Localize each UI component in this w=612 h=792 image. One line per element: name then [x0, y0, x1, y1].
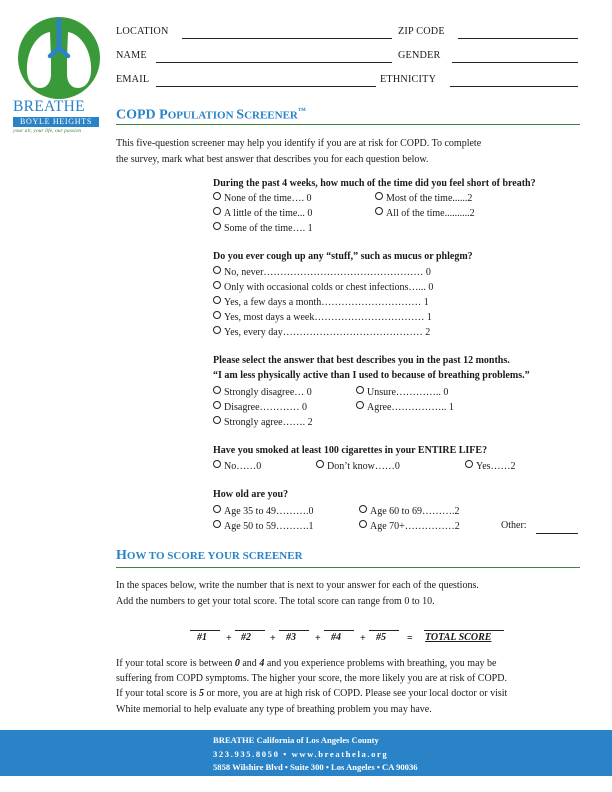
plus-sign: +	[270, 633, 276, 644]
title-divider	[116, 124, 580, 125]
footer-contact: 323.935.8050 • www.breathela.org	[213, 749, 389, 759]
q5-option[interactable]: Age 35 to 49……….0	[213, 505, 313, 517]
score-field-5[interactable]	[369, 630, 399, 631]
score-interpretation: If your total score is between 0 and 4 and you experience problems with breathing, you may be suffering from COPD symptoms. The higher your score, the more likely you are at risk of COPD. If your total score is 5 or more, you are at high risk of COPD. Please see your local doctor or visit White memorial to help evaluate any type of breathing problem you may have.	[116, 658, 508, 715]
radio-circle-icon	[213, 266, 221, 274]
q1-option[interactable]: All of the time..........2	[375, 207, 475, 219]
q1-option[interactable]: None of the time…. 0	[213, 192, 311, 204]
plus-sign: +	[315, 633, 321, 644]
name-label: NAME	[116, 50, 147, 61]
question-4: Have you smoked at least 100 cigarettes in your ENTIRE LIFE?	[213, 445, 488, 456]
q1-option[interactable]: Some of the time…. 1	[213, 222, 313, 234]
question-3: Please select the answer that best describes you in the past 12 months. “I am less physically active than I used to because of breathing problems.”	[213, 355, 530, 382]
question-1: During the past 4 weeks, how much of the time did you feel short of breath?	[213, 178, 536, 189]
radio-circle-icon	[213, 281, 221, 289]
scoring-instructions: In the spaces below, write the number that is next to your answer for each of the questions. Add the numbers to get your total score. The total score can range from 0 to 10.	[116, 580, 479, 607]
gender-field[interactable]	[452, 62, 578, 63]
howto-divider	[116, 567, 580, 568]
q4-option[interactable]: Don’t know……0	[316, 460, 400, 472]
q5-option[interactable]: Age 70+……………2	[359, 520, 460, 532]
radio-circle-icon	[213, 386, 221, 394]
total-score-label: TOTAL SCORE	[425, 632, 492, 643]
gender-label: GENDER	[398, 50, 441, 61]
radio-circle-icon	[375, 192, 383, 200]
page-title: COPD POPULATION SCREENER™	[116, 106, 306, 123]
q5-option[interactable]: Age 50 to 59……….1	[213, 520, 313, 532]
radio-circle-icon	[213, 207, 221, 215]
q2-option[interactable]: No, never………………………………………… 0	[213, 266, 431, 278]
radio-circle-icon	[213, 460, 221, 468]
field-row-name	[116, 50, 580, 66]
score-field-3[interactable]	[279, 630, 309, 631]
q3-option[interactable]: Strongly agree……. 2	[213, 416, 313, 428]
score-label-2: #2	[241, 632, 251, 643]
howto-heading: HOW TO SCORE YOUR SCREENER	[116, 548, 303, 563]
score-field-2[interactable]	[235, 630, 265, 631]
q5-other-label: Other:	[501, 520, 527, 531]
q2-option[interactable]: Yes, every day…………………………………… 2	[213, 326, 430, 338]
score-label-4: #4	[331, 632, 341, 643]
q5-other-field[interactable]	[536, 533, 578, 534]
radio-circle-icon	[356, 401, 364, 409]
radio-circle-icon	[213, 505, 221, 513]
field-row-location	[116, 26, 580, 42]
location-field[interactable]	[182, 38, 392, 39]
question-5: How old are you?	[213, 489, 289, 500]
zip-field[interactable]	[458, 38, 578, 39]
radio-circle-icon	[375, 207, 383, 215]
q4-option[interactable]: No……0	[213, 460, 261, 472]
q3-option[interactable]: Unsure………….. 0	[356, 386, 448, 398]
ethnicity-label: ETHNICITY	[380, 74, 437, 85]
radio-circle-icon	[213, 311, 221, 319]
email-field[interactable]	[156, 86, 376, 87]
radio-circle-icon	[465, 460, 473, 468]
radio-circle-icon	[213, 192, 221, 200]
radio-circle-icon	[356, 386, 364, 394]
radio-circle-icon	[213, 520, 221, 528]
total-score-field[interactable]	[424, 630, 504, 631]
footer-org: BREATHE California of Los Angeles County	[213, 735, 379, 745]
q2-option[interactable]: Only with occasional colds or chest infections…... 0	[213, 281, 433, 293]
plus-sign: +	[360, 633, 366, 644]
radio-circle-icon	[213, 222, 221, 230]
radio-circle-icon	[213, 416, 221, 424]
question-2: Do you ever cough up any “stuff,” such as mucus or phlegm?	[213, 251, 473, 262]
score-label-1: #1	[197, 632, 207, 643]
q3-option[interactable]: Agree…………….. 1	[356, 401, 454, 413]
field-row-email	[116, 74, 580, 90]
radio-circle-icon	[213, 401, 221, 409]
q4-option[interactable]: Yes……2	[465, 460, 516, 472]
footer-address: 5858 Wilshire Blvd • Suite 300 • Los Angeles • CA 90036	[213, 762, 418, 772]
zip-label: ZIP CODE	[398, 26, 445, 37]
score-label-5: #5	[376, 632, 386, 643]
score-field-4[interactable]	[324, 630, 354, 631]
radio-circle-icon	[213, 326, 221, 334]
score-field-1[interactable]	[190, 630, 220, 631]
q2-option[interactable]: Yes, a few days a month………………………… 1	[213, 296, 429, 308]
q2-option[interactable]: Yes, most days a week…………………………… 1	[213, 311, 432, 323]
brand-tagline: your air, your life, our passion	[13, 128, 82, 134]
radio-circle-icon	[359, 505, 367, 513]
footer-band	[0, 730, 612, 776]
q1-option[interactable]: Most of the time......2	[375, 192, 472, 204]
score-label-3: #3	[286, 632, 296, 643]
plus-sign: +	[226, 633, 232, 644]
intro-text: This five-question screener may help you identify if you are at risk for COPD. To complete the survey, mark what best answer that describes you for each question below.	[116, 138, 482, 165]
equals-sign: =	[407, 633, 413, 644]
q3-option[interactable]: Disagree………… 0	[213, 401, 307, 413]
q3-option[interactable]: Strongly disagree… 0	[213, 386, 312, 398]
radio-circle-icon	[359, 520, 367, 528]
lungs-logo-icon	[14, 14, 110, 100]
email-label: EMAIL	[116, 74, 150, 85]
q1-option[interactable]: A little of the time... 0	[213, 207, 312, 219]
radio-circle-icon	[213, 296, 221, 304]
brand-name: BREATHE	[13, 98, 85, 115]
brand-subtitle: BOYLE HEIGHTS	[13, 117, 99, 127]
location-label: LOCATION	[116, 26, 169, 37]
q5-option[interactable]: Age 60 to 69……….2	[359, 505, 459, 517]
name-field[interactable]	[156, 62, 392, 63]
radio-circle-icon	[316, 460, 324, 468]
ethnicity-field[interactable]	[450, 86, 578, 87]
